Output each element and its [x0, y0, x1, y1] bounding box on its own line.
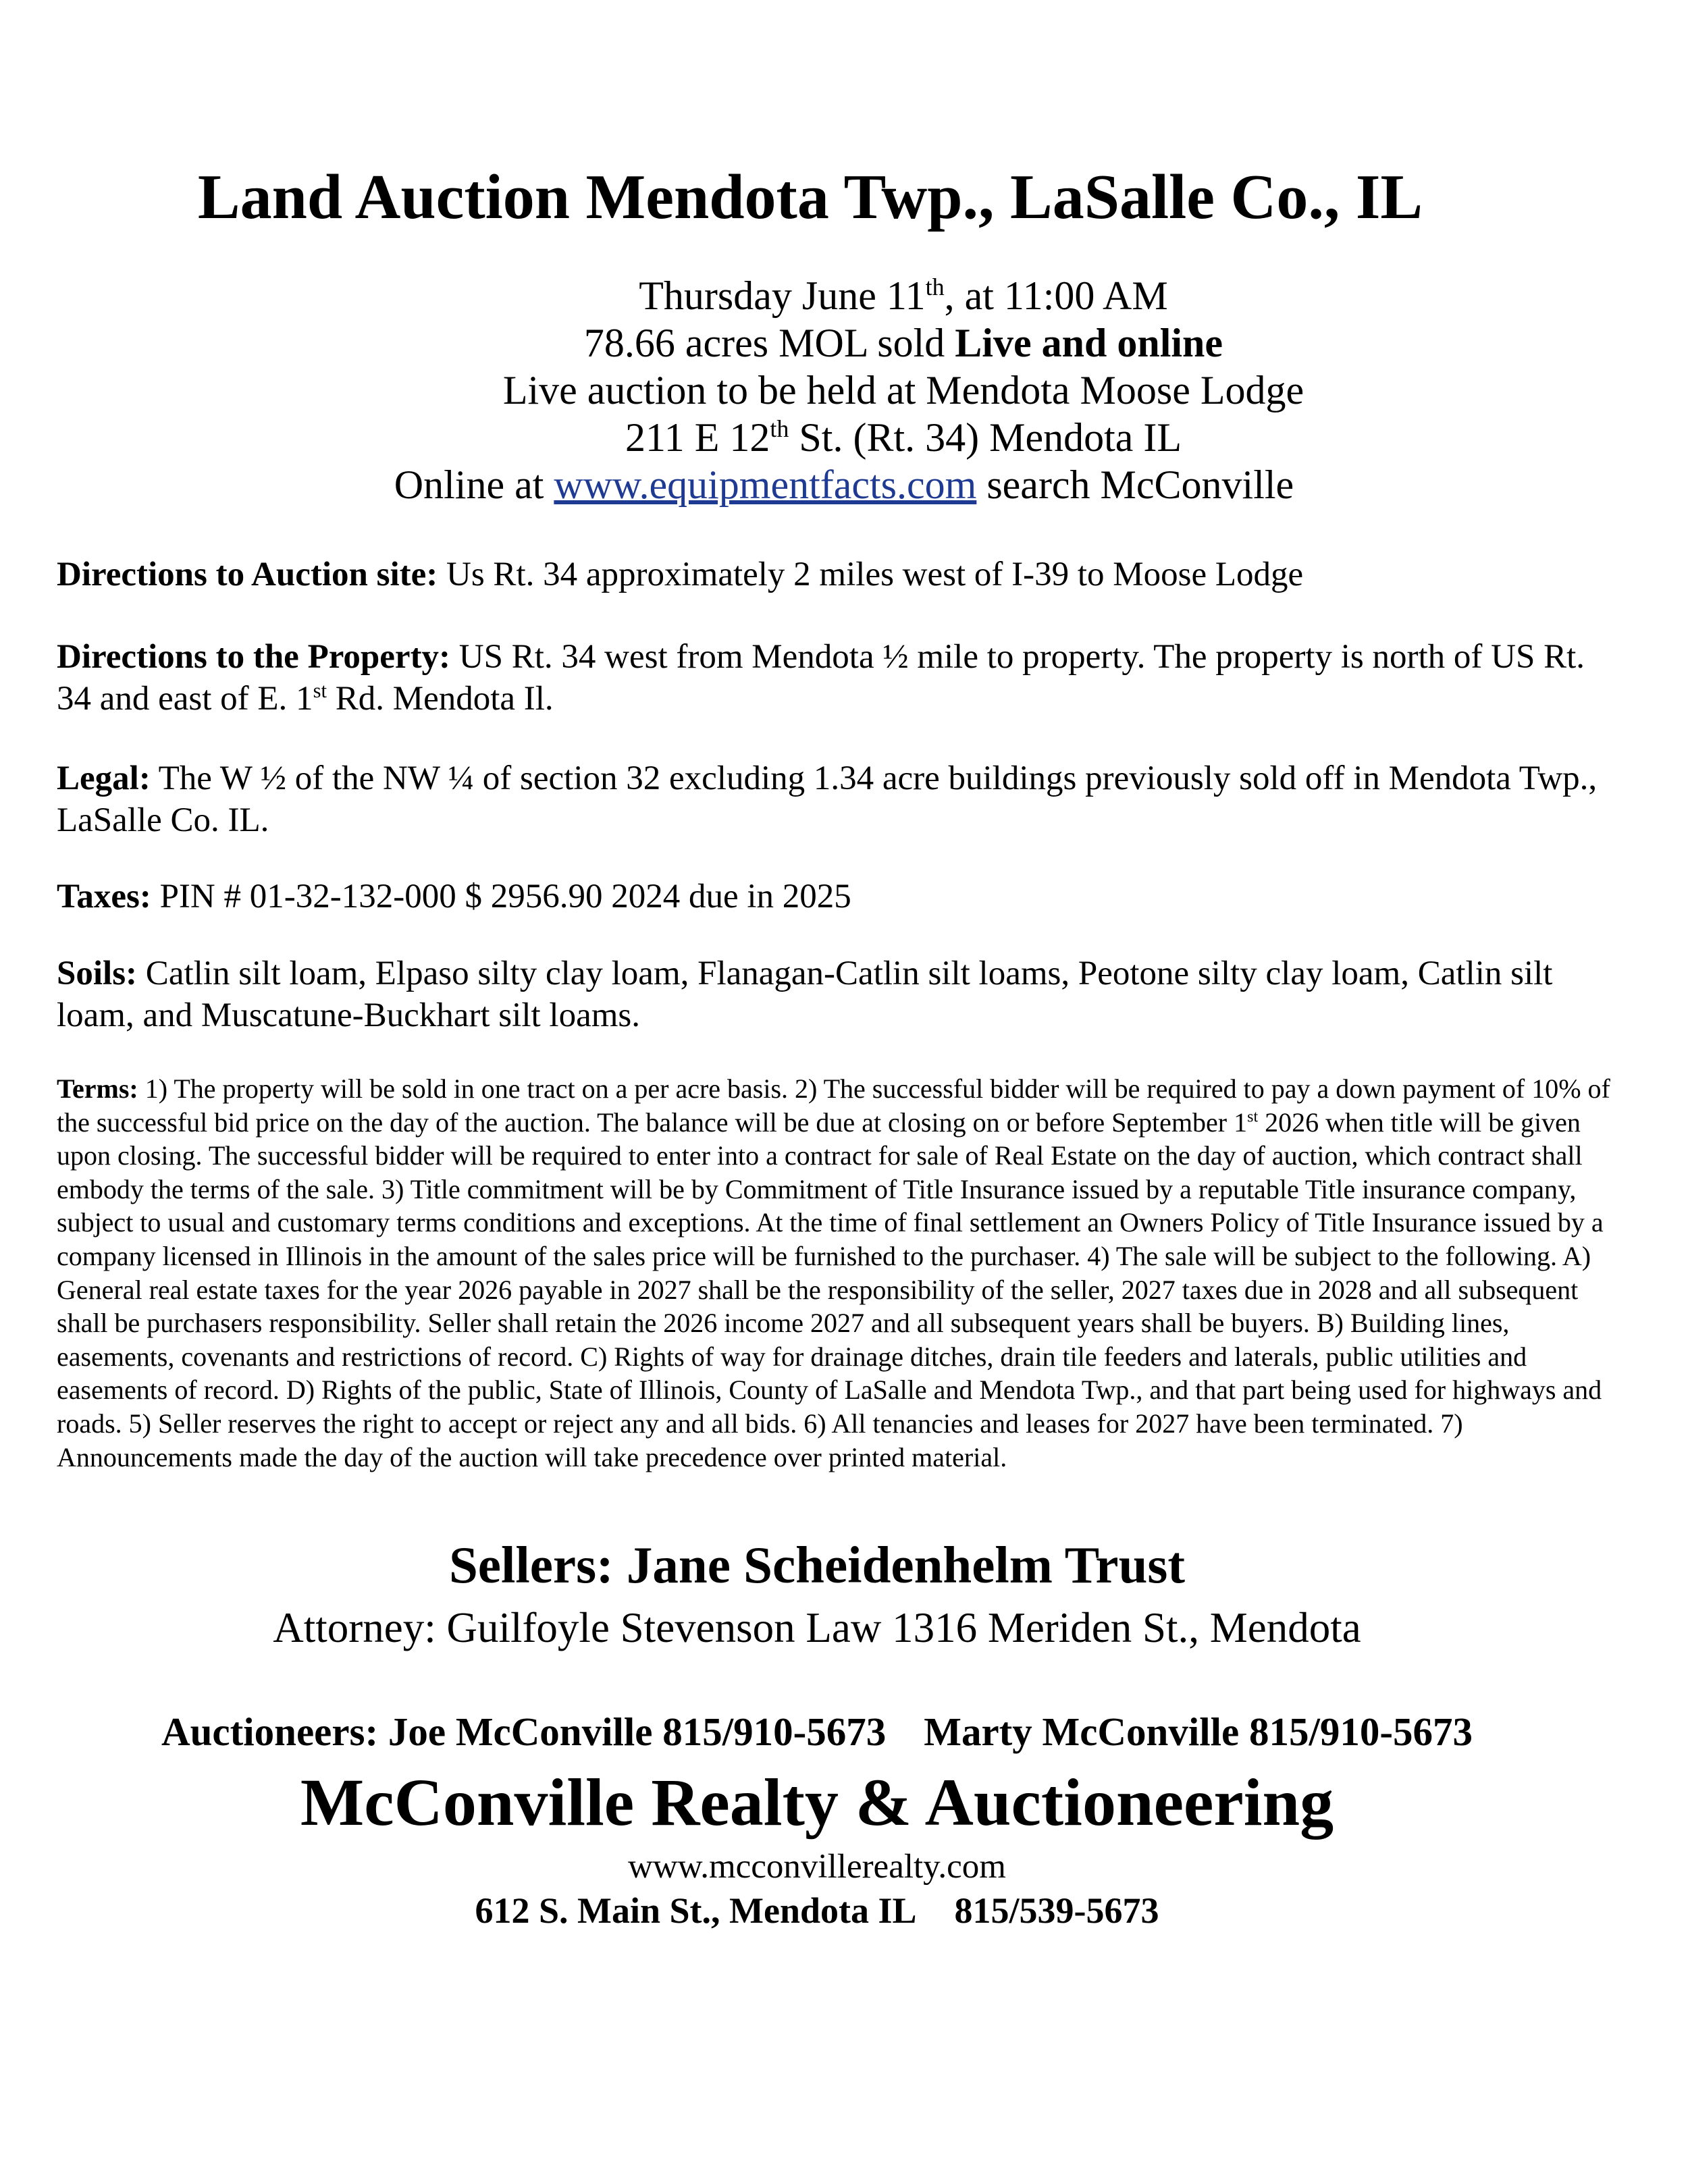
auctioneers-line: Auctioneers: Joe McConville 815/910-5673 Marty McConville 815/910-5673 [161, 1709, 1473, 1754]
online-bidding-line: Online at www.equipmentfacts.com search McConville [394, 462, 1294, 507]
directions-to-auction-site: Directions to Auction site: Us Rt. 34 approximately 2 miles west of I-39 to Moose Lodge [57, 556, 1304, 593]
legal-description: Legal: The W ½ of the NW ¼ of section 32 excluding 1.34 acre buildings previously sold off in Mendota Twp., LaSalle Co. IL. [57, 760, 1598, 839]
taxes-info: Taxes: PIN # 01-32-132-000 $ 2956.90 2024 due in 2025 [57, 878, 851, 915]
auction-date: Thursday June 11th, at 11:00 AM [639, 273, 1168, 318]
company-contact: 612 S. Main St., Mendota IL 815/539-5673 [475, 1890, 1159, 1931]
directions-to-property: Directions to the Property: US Rt. 34 west from Mendota ½ mile to property. The property is north of US Rt. 34 and east of E. 1st Rd. Mendota Il. [57, 638, 1585, 718]
acreage-line: 78.66 acres MOL sold Live and online [583, 321, 1223, 365]
company-name: McConville Realty & Auctioneering [300, 1765, 1334, 1840]
auction-address: 211 E 12th St. (Rt. 34) Mendota IL [625, 415, 1182, 460]
attorney-line: Attorney: Guilfoyle Stevenson Law 1316 Meriden St., Mendota [273, 1604, 1361, 1651]
live-auction-location: Live auction to be held at Mendota Moose Lodge [502, 368, 1304, 412]
company-website[interactable]: www.mcconvillerealty.com [628, 1848, 1006, 1886]
equipmentfacts-link[interactable]: www.equipmentfacts.com [554, 462, 977, 507]
sellers-heading: Sellers: Jane Scheidenhelm Trust [448, 1536, 1186, 1594]
page-title: Land Auction Mendota Twp., LaSalle Co., IL [197, 162, 1423, 232]
soils-info: Soils: Catlin silt loam, Elpaso silty clay loam, Flanagan-Catlin silt loams, Peotone silty clay loam, Catlin silt loam, and Muscatune-Buckhart silt loams. [57, 955, 1553, 1034]
terms-of-sale: Terms: 1) The property will be sold in one tract on a per acre basis. 2) The successful bidder will be required to pay a down payment of 10% of the successful bid price on the day of the auction. The balance will be due at closing on or before September 1st 2026 when title will be given upon closing. The successful bidder will be required to enter into a contract for sale of Real Estate on the day of auction, which contract shall embody the terms of the sale. 3) Title commitment will be by Commitment of Title Insurance issued by a reputable Title insurance company, subject to usual and customary terms conditions and exceptions. At the time of final settlement an Owners Policy of Title Insurance issued by a company licensed in Illinois in the amount of the sales price will be furnished to the purchaser. 4) The sale will be subject to the following. A) General real estate taxes for the year 2026 payable in 2027 shall be the responsibility of the seller, 2027 taxes due in 2028 and all subsequent shall be purchasers responsibility. Seller shall retain the 2026 income 2027 and all subsequent years shall be buyers. B) Building lines, easements, covenants and restrictions of record. C) Rights of way for drainage ditches, drain tile feeders and laterals, public utilities and easements of record. D) Rights of the public, State of Illinois, County of LaSalle and Mendota Twp., and that part being used for highways and roads. 5) Seller reserves the right to accept or reject any and all bids. 6) All tenancies and leases for 2027 have been terminated. 7) Announcements made the day of the auction will take precedence over printed material. [57, 1073, 1610, 1472]
